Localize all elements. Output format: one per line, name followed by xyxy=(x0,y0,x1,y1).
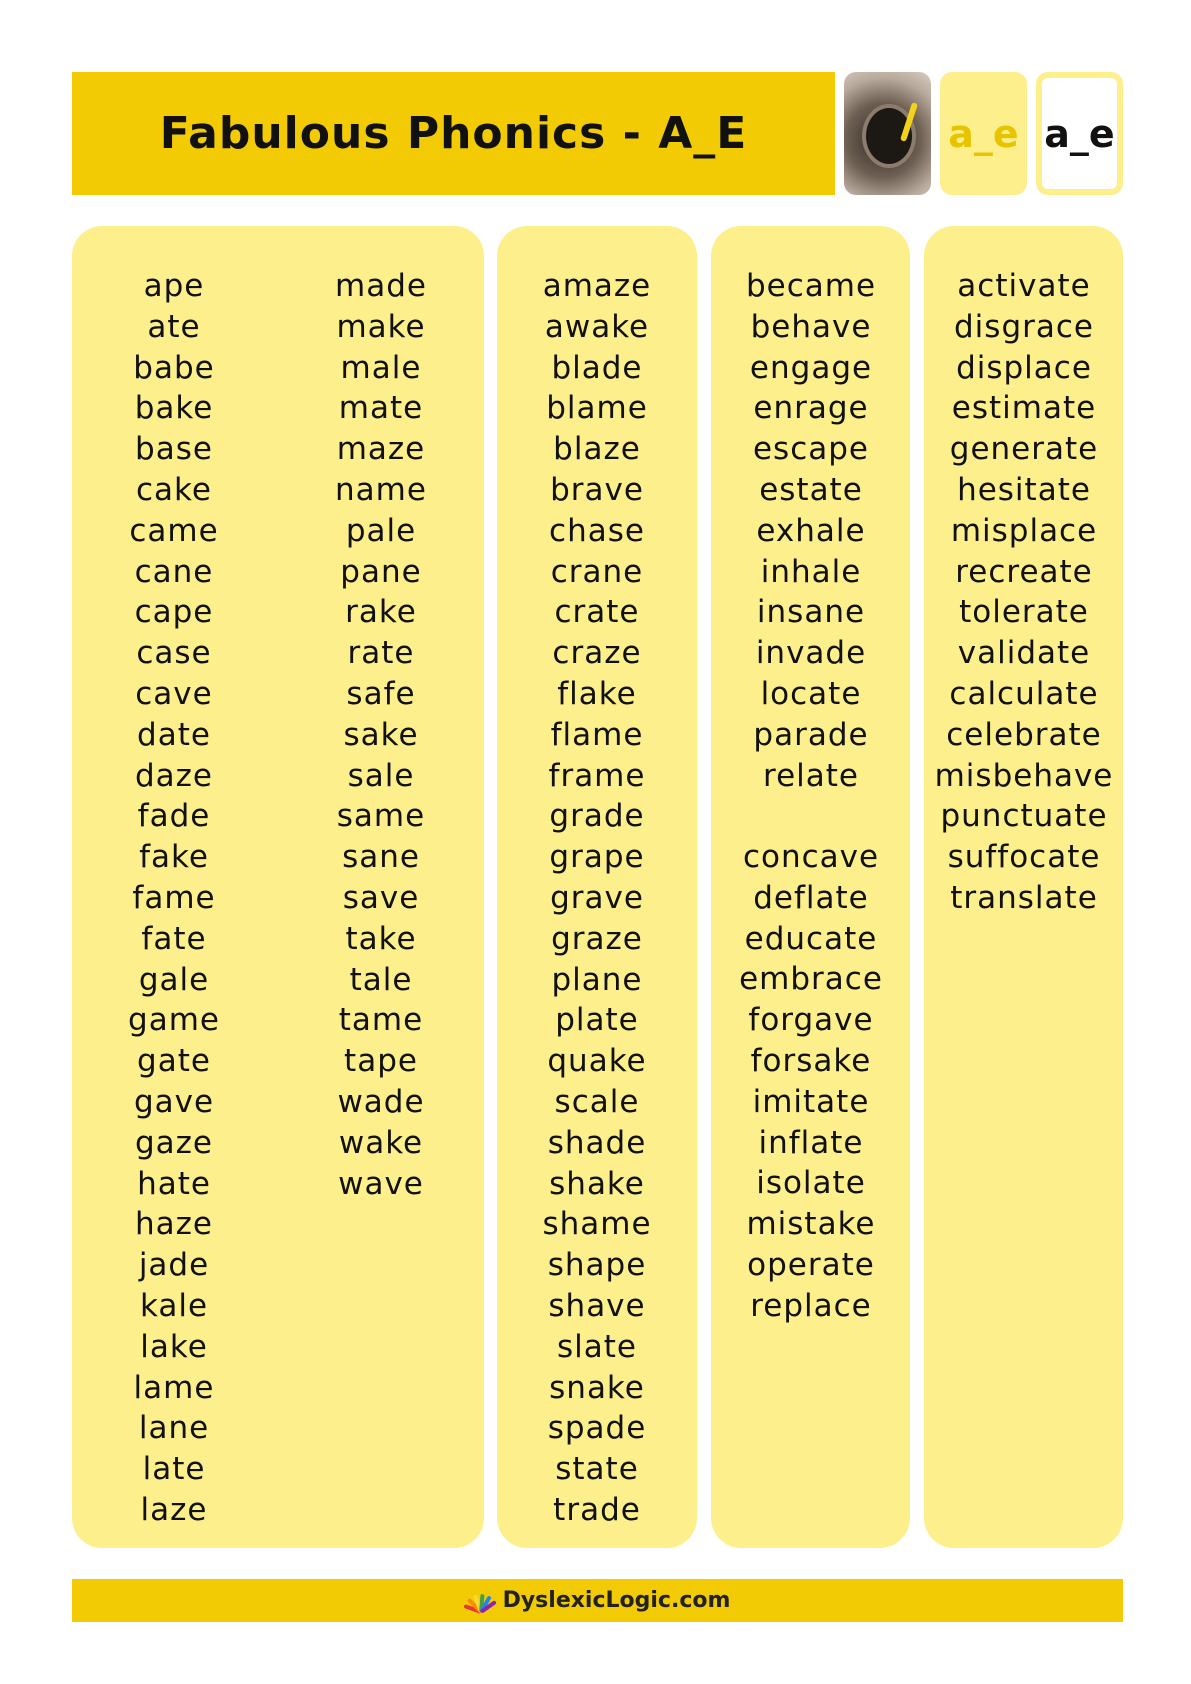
word-item: forgave xyxy=(748,1002,874,1039)
word-item: inflate xyxy=(758,1124,864,1161)
word-item: educate xyxy=(744,920,878,957)
dyslexiclogic-logo-icon xyxy=(465,1588,499,1614)
word-item: blame xyxy=(546,390,648,427)
page-title: Fabulous Phonics - A_E xyxy=(159,108,748,159)
word-item: case xyxy=(136,635,212,672)
word-item: ate xyxy=(147,308,201,345)
word-item: mate xyxy=(338,390,424,427)
word-item: awake xyxy=(544,308,650,345)
word-item: displace xyxy=(956,349,1092,386)
word-item: tape xyxy=(344,1043,418,1080)
word-item: wake xyxy=(338,1124,424,1161)
word-item: isolate xyxy=(756,1165,866,1202)
word-item: quake xyxy=(547,1043,647,1080)
word-item: safe xyxy=(346,675,416,712)
word-item: trade xyxy=(553,1491,641,1528)
word-item: replace xyxy=(750,1287,872,1324)
word-item: activate xyxy=(957,268,1091,304)
word-item: mistake xyxy=(746,1206,876,1243)
word-item: ape xyxy=(143,268,205,304)
word-item: same xyxy=(336,798,426,835)
word-item: slate xyxy=(557,1328,637,1365)
word-item: gale xyxy=(138,961,210,998)
word-item: gate xyxy=(137,1043,211,1080)
word-item: wave xyxy=(338,1165,424,1202)
word-item: name xyxy=(335,471,427,508)
word-item: pane xyxy=(340,553,422,590)
footer-banner xyxy=(72,1579,1123,1622)
word-item: gaze xyxy=(134,1124,214,1161)
word-item: save xyxy=(342,879,420,916)
word-item: relate xyxy=(763,757,859,794)
word-item: take xyxy=(345,920,417,957)
word-item: misplace xyxy=(950,512,1098,549)
word-item: lane xyxy=(138,1410,210,1447)
word-item: craze xyxy=(552,635,642,672)
word-item: deflate xyxy=(753,879,869,916)
word-item: jade xyxy=(138,1247,210,1284)
word-item: late xyxy=(142,1451,206,1488)
word-item: cave xyxy=(135,675,213,712)
word-item: generate xyxy=(949,431,1099,468)
word-item: flake xyxy=(557,675,637,712)
word-item: fate xyxy=(141,920,207,957)
word-item: misbehave xyxy=(934,757,1114,794)
word-item: laze xyxy=(140,1491,208,1528)
word-item: shape xyxy=(547,1247,647,1284)
word-item: shake xyxy=(549,1165,645,1202)
word-item: lake xyxy=(140,1328,208,1365)
word-list-column-4 xyxy=(711,266,911,796)
word-item: bake xyxy=(134,390,214,427)
word-item: suffocate xyxy=(947,839,1101,876)
word-item: behave xyxy=(750,308,872,345)
word-item: calculate xyxy=(949,675,1099,712)
word-item: cake xyxy=(136,471,212,508)
word-item: engage xyxy=(749,349,873,386)
word-item: insane xyxy=(756,594,866,631)
word-item: hate xyxy=(137,1165,211,1202)
word-item: chase xyxy=(549,512,645,549)
title-banner xyxy=(72,72,835,195)
word-item: shave xyxy=(548,1287,646,1324)
word-item: grape xyxy=(549,839,645,876)
word-item: haze xyxy=(135,1206,213,1243)
word-item: recreate xyxy=(955,553,1093,590)
word-item: snake xyxy=(549,1369,645,1406)
word-item: frame xyxy=(548,757,646,794)
word-item: babe xyxy=(133,349,215,386)
word-item: blade xyxy=(551,349,643,386)
word-item: estimate xyxy=(951,390,1097,427)
word-item: imitate xyxy=(752,1083,870,1120)
egg-photo-icon xyxy=(844,72,931,195)
word-item: operate xyxy=(747,1246,875,1283)
word-item: exhale xyxy=(756,512,866,549)
word-list-column-6 xyxy=(924,266,1124,919)
word-item: fame xyxy=(132,879,216,916)
word-item: wade xyxy=(337,1083,425,1120)
word-item: sake xyxy=(343,716,419,753)
word-item: plane xyxy=(551,961,643,998)
word-item: maze xyxy=(336,431,426,468)
word-item: state xyxy=(555,1451,639,1488)
word-item: escape xyxy=(752,431,869,468)
word-item: enrage xyxy=(753,390,869,427)
word-item: amaze xyxy=(542,268,652,304)
word-item: date xyxy=(137,716,211,753)
word-item: cane xyxy=(134,553,214,590)
word-item: base xyxy=(135,431,213,468)
word-item: spade xyxy=(547,1410,647,1447)
word-item: came xyxy=(129,512,219,549)
word-item: crate xyxy=(554,594,640,631)
word-item: plate xyxy=(555,1002,639,1039)
word-item: tolerate xyxy=(959,594,1089,631)
word-item: fade xyxy=(137,798,211,835)
word-item: concave xyxy=(742,839,880,875)
word-item: grade xyxy=(549,798,645,835)
word-item: flame xyxy=(550,716,644,753)
word-item: rake xyxy=(345,594,417,631)
grapheme-yellow-text: a_e xyxy=(948,111,1019,156)
word-item: locate xyxy=(760,675,862,712)
word-item: parade xyxy=(753,716,869,753)
word-item: made xyxy=(335,268,427,304)
word-list-column-5 xyxy=(711,837,911,1327)
word-item: validate xyxy=(957,635,1091,672)
word-item: make xyxy=(336,308,426,345)
word-item: translate xyxy=(950,879,1098,916)
word-item: inhale xyxy=(760,553,862,590)
word-item: game xyxy=(128,1002,220,1039)
word-list-column-3 xyxy=(497,266,697,1531)
word-item: brave xyxy=(550,471,644,508)
word-item: embrace xyxy=(739,961,883,998)
word-item: graze xyxy=(551,920,643,957)
word-list-column-2 xyxy=(281,266,481,1204)
word-item: tale xyxy=(349,961,413,998)
word-item: pale xyxy=(345,512,417,549)
word-item: cape xyxy=(134,594,214,631)
word-item: tame xyxy=(338,1002,424,1039)
word-item: rate xyxy=(347,635,415,672)
word-list-column-1 xyxy=(74,266,274,1531)
grapheme-white-text: a_e xyxy=(1044,111,1115,156)
word-item: forsake xyxy=(750,1042,872,1079)
word-item: gave xyxy=(133,1083,215,1120)
word-item: disgrace xyxy=(954,308,1094,345)
word-item: daze xyxy=(134,757,214,794)
word-item: invade xyxy=(755,635,867,672)
word-item: fake xyxy=(139,839,209,876)
word-item: sale xyxy=(347,757,415,794)
word-item: male xyxy=(340,349,422,386)
word-item: punctuate xyxy=(940,798,1108,835)
word-item: shade xyxy=(547,1124,647,1161)
word-item: celebrate xyxy=(946,716,1102,753)
word-item: blaze xyxy=(553,431,641,468)
word-item: crane xyxy=(550,553,644,590)
word-item: scale xyxy=(554,1083,640,1120)
footer-site-link[interactable]: DyslexicLogic.com xyxy=(502,1588,731,1613)
word-item: sane xyxy=(342,839,420,876)
word-item: grave xyxy=(550,879,644,916)
word-item: hesitate xyxy=(957,471,1091,508)
grapheme-tile-white xyxy=(1036,72,1123,195)
word-item: lame xyxy=(133,1369,215,1406)
word-item: became xyxy=(745,268,877,304)
word-item: kale xyxy=(139,1287,209,1324)
word-item: estate xyxy=(759,471,863,508)
word-item: shame xyxy=(542,1206,652,1243)
grapheme-tile-yellow xyxy=(940,72,1027,195)
